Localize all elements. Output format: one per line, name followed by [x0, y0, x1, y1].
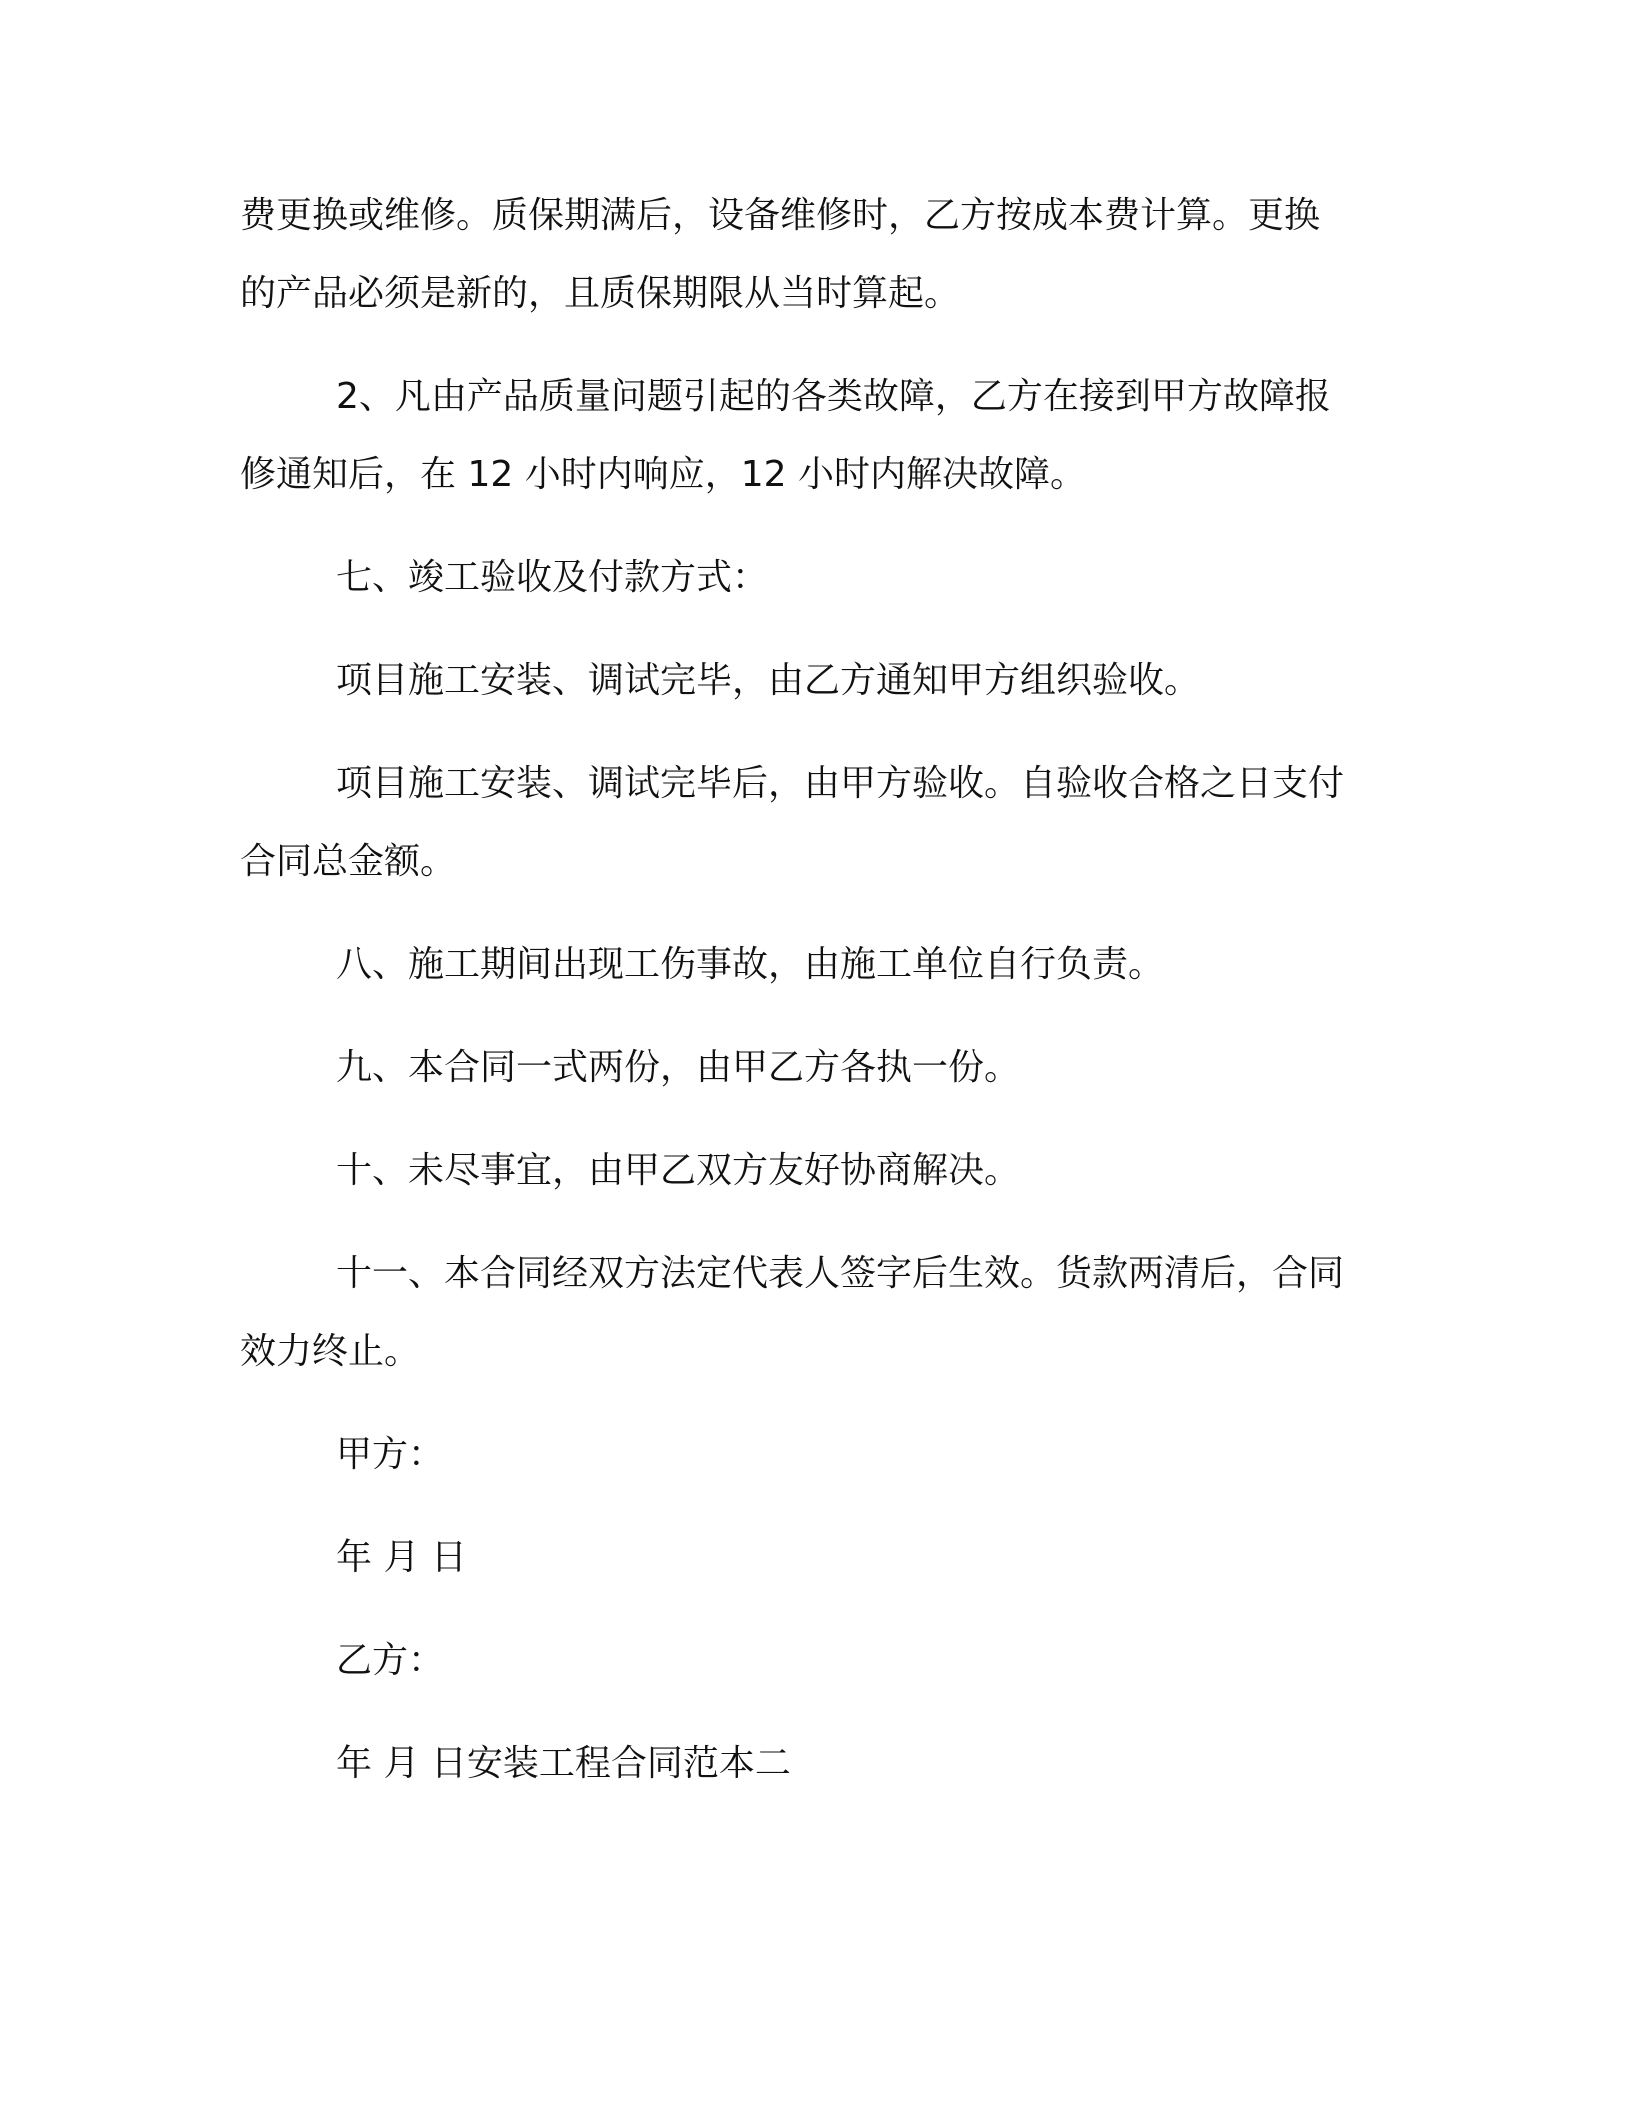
text-line: 效力终止。 — [240, 1331, 421, 1372]
date-line: 年 月 日 — [336, 1537, 467, 1578]
text-line: 的产品必须是新的，且质保期限从当时算起。 — [240, 273, 961, 314]
text-line: 合同总金额。 — [240, 841, 457, 882]
text-line: 修通知后，在 12 小时内响应，12 小时内解决故障。 — [240, 454, 1086, 495]
text-line: 项目施工安装、调试完毕后，由甲方验收。自验收合格之日支付 — [336, 763, 1345, 804]
party-a-label: 甲方： — [336, 1434, 445, 1475]
text-line: 八、施工期间出现工伤事故，由施工单位自行负责。 — [336, 944, 1165, 985]
text-line: 费更换或维修。质保期满后，设备维修时，乙方按成本费计算。更换 — [240, 195, 1321, 236]
party-b-label: 乙方： — [336, 1640, 445, 1681]
section-heading: 七、竣工验收及付款方式： — [336, 557, 769, 598]
date-line: 年 月 日安装工程合同范本二 — [336, 1743, 791, 1784]
text-line: 十一、本合同经双方法定代表人签字后生效。货款两清后，合同 — [336, 1253, 1345, 1294]
text-line: 九、本合同一式两份，由甲乙方各执一份。 — [336, 1047, 1021, 1088]
text-line: 2、凡由产品质量问题引起的各类故障，乙方在接到甲方故障报 — [336, 376, 1331, 417]
text-line: 十、未尽事宜，由甲乙双方友好协商解决。 — [336, 1150, 1021, 1191]
text-line: 项目施工安装、调试完毕，由乙方通知甲方组织验收。 — [336, 660, 1201, 701]
